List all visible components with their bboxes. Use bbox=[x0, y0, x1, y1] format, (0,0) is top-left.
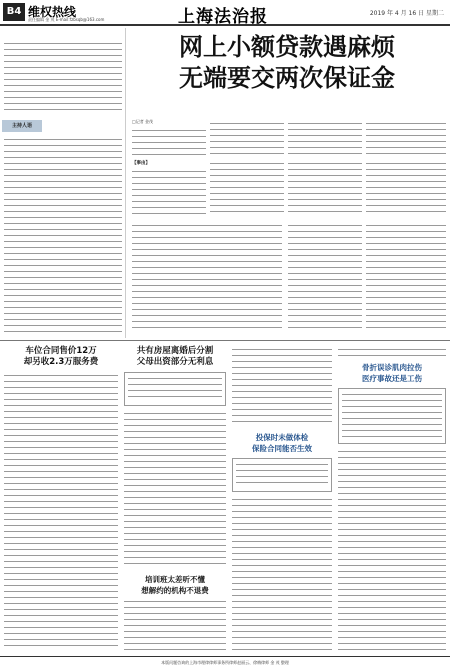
article-1-body bbox=[4, 372, 118, 652]
case-col-4 bbox=[366, 160, 446, 216]
article-2-body bbox=[124, 410, 226, 570]
case-col-3 bbox=[288, 160, 362, 216]
inline-heading: 【事由】 bbox=[132, 161, 150, 166]
headline-line-1: 网上小额贷款遇麻烦 bbox=[179, 33, 395, 61]
sub-edition: 责任编辑 金 茂 E-mail:fzbsqb@163.com bbox=[28, 17, 105, 22]
byline: □记者 金茂 bbox=[132, 119, 154, 124]
newspaper-name: 上海法治报 bbox=[178, 7, 268, 27]
article-5-lead bbox=[338, 346, 446, 360]
lead-col-4 bbox=[366, 120, 446, 158]
section-divider bbox=[0, 340, 450, 341]
lead-col-1 bbox=[132, 127, 206, 157]
article-4-lead bbox=[232, 346, 332, 426]
analysis-block-1 bbox=[132, 222, 282, 334]
case-col-2 bbox=[210, 160, 284, 216]
lead-col-3 bbox=[288, 120, 362, 158]
article-2-headline: 共有房屋离婚后分割 父母出资部分无利息 bbox=[136, 346, 214, 367]
article-1-headline: 车位合同售价12万 却另收2.3万服务费 bbox=[23, 346, 99, 367]
article-3-headline: 培训班太差听不懂 想解约的机构不退费 bbox=[141, 575, 209, 595]
page-footer: 本版问题咨询的上海市理律律师事务所律师赵丽云、徐梅律师 金 茂 整理 bbox=[0, 656, 450, 668]
lead-col-2 bbox=[210, 120, 284, 158]
sidebar-body bbox=[4, 136, 122, 336]
headline-line-2: 无端要交两次保证金 bbox=[179, 64, 395, 92]
masthead bbox=[0, 0, 450, 26]
sidebar-intro bbox=[4, 40, 122, 114]
page-number: B4 bbox=[3, 3, 25, 21]
article-5-headline: 骨折误诊肌肉拉伤 医疗事故还是工伤 bbox=[362, 363, 422, 383]
article-5-body bbox=[338, 448, 446, 652]
analysis-block-3 bbox=[366, 222, 446, 334]
article-4-body bbox=[232, 496, 332, 652]
main-headline bbox=[128, 32, 446, 94]
article-5-question-box bbox=[338, 388, 446, 444]
sidebar-heading: 主持人语 bbox=[2, 120, 42, 132]
section-title: 维权热线 bbox=[28, 5, 77, 19]
article-3-body bbox=[124, 598, 226, 652]
article-4-headline: 投保时未做体检 保险合同能否生效 bbox=[252, 433, 312, 453]
case-col-1 bbox=[132, 168, 206, 216]
sidebar bbox=[0, 28, 126, 338]
issue-date: 2019 年 4 月 16 日 星期二 bbox=[369, 10, 444, 17]
article-4-question-box bbox=[232, 458, 332, 492]
analysis-block-2 bbox=[288, 222, 362, 334]
article-2-question-box bbox=[124, 372, 226, 406]
